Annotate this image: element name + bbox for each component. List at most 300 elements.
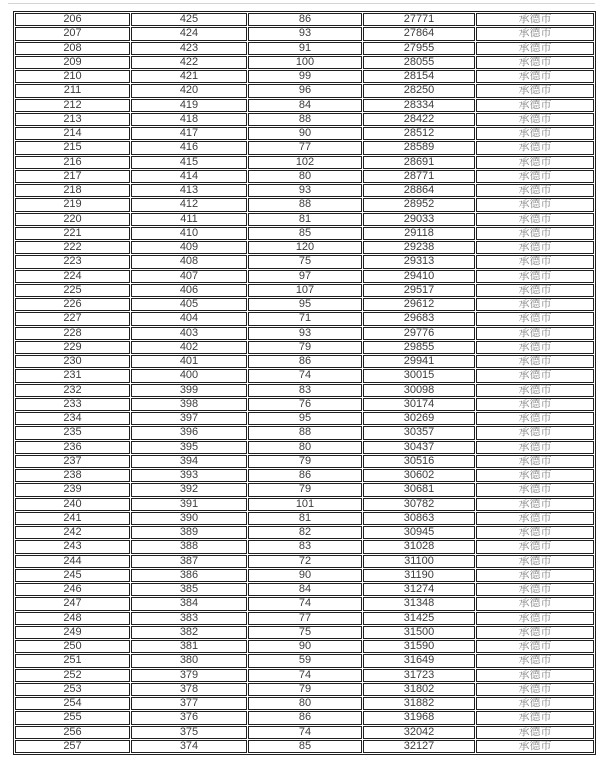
cumulative-cell: 29118 xyxy=(363,227,475,240)
score-cell: 423 xyxy=(131,42,247,55)
sequence-cell: 208 xyxy=(15,42,130,55)
count-cell: 120 xyxy=(248,241,362,254)
table-row xyxy=(15,426,594,439)
count-cell: 79 xyxy=(248,483,362,496)
cumulative-cell: 29517 xyxy=(363,284,475,297)
score-cell: 381 xyxy=(131,640,247,653)
count-cell: 107 xyxy=(248,284,362,297)
cumulative-cell: 31425 xyxy=(363,612,475,625)
city-cell: 承德市 xyxy=(476,398,594,411)
sequence-cell: 218 xyxy=(15,184,130,197)
city-cell: 承德市 xyxy=(476,13,594,26)
table-row xyxy=(15,697,594,710)
score-cell: 425 xyxy=(131,13,247,26)
table-row xyxy=(15,341,594,354)
cumulative-cell: 31028 xyxy=(363,540,475,553)
sequence-cell: 224 xyxy=(15,270,130,283)
cumulative-cell: 30681 xyxy=(363,483,475,496)
table-row xyxy=(15,455,594,468)
score-cell: 411 xyxy=(131,213,247,226)
table-row xyxy=(15,669,594,682)
city-cell: 承德市 xyxy=(476,27,594,40)
table-row xyxy=(15,555,594,568)
table-row xyxy=(15,42,594,55)
count-cell: 102 xyxy=(248,156,362,169)
score-cell: 401 xyxy=(131,355,247,368)
cumulative-cell: 28512 xyxy=(363,127,475,140)
city-cell: 承德市 xyxy=(476,113,594,126)
cumulative-cell: 30098 xyxy=(363,384,475,397)
sequence-cell: 231 xyxy=(15,369,130,382)
cumulative-cell: 28589 xyxy=(363,141,475,154)
table-row xyxy=(15,198,594,211)
sequence-cell: 207 xyxy=(15,27,130,40)
sequence-cell: 213 xyxy=(15,113,130,126)
score-cell: 379 xyxy=(131,669,247,682)
count-cell: 79 xyxy=(248,455,362,468)
count-cell: 83 xyxy=(248,384,362,397)
sequence-cell: 221 xyxy=(15,227,130,240)
count-cell: 59 xyxy=(248,654,362,667)
count-cell: 74 xyxy=(248,726,362,739)
city-cell: 承德市 xyxy=(476,156,594,169)
score-cell: 390 xyxy=(131,512,247,525)
table-row xyxy=(15,156,594,169)
cumulative-cell: 30945 xyxy=(363,526,475,539)
table-row xyxy=(15,441,594,454)
score-cell: 415 xyxy=(131,156,247,169)
city-cell: 承德市 xyxy=(476,369,594,382)
city-cell: 承德市 xyxy=(476,355,594,368)
cumulative-cell: 32042 xyxy=(363,726,475,739)
sequence-cell: 253 xyxy=(15,683,130,696)
count-cell: 86 xyxy=(248,13,362,26)
table-row xyxy=(15,241,594,254)
city-cell: 承德市 xyxy=(476,384,594,397)
table-row xyxy=(15,597,594,610)
cumulative-cell: 28422 xyxy=(363,113,475,126)
sequence-cell: 249 xyxy=(15,626,130,639)
cumulative-cell: 28691 xyxy=(363,156,475,169)
city-cell: 承德市 xyxy=(476,583,594,596)
table-row xyxy=(15,327,594,340)
cumulative-cell: 29941 xyxy=(363,355,475,368)
table-row xyxy=(15,99,594,112)
city-cell: 承德市 xyxy=(476,426,594,439)
score-cell: 384 xyxy=(131,597,247,610)
city-cell: 承德市 xyxy=(476,597,594,610)
city-cell: 承德市 xyxy=(476,569,594,582)
sequence-cell: 247 xyxy=(15,597,130,610)
table-row xyxy=(15,540,594,553)
table-row xyxy=(15,512,594,525)
table-row xyxy=(15,726,594,739)
city-cell: 承德市 xyxy=(476,683,594,696)
sequence-cell: 229 xyxy=(15,341,130,354)
sequence-cell: 217 xyxy=(15,170,130,183)
score-cell: 393 xyxy=(131,469,247,482)
score-cell: 395 xyxy=(131,441,247,454)
sequence-cell: 245 xyxy=(15,569,130,582)
sequence-cell: 242 xyxy=(15,526,130,539)
score-cell: 389 xyxy=(131,526,247,539)
count-cell: 91 xyxy=(248,42,362,55)
sequence-cell: 256 xyxy=(15,726,130,739)
city-cell: 承德市 xyxy=(476,469,594,482)
city-cell: 承德市 xyxy=(476,640,594,653)
city-cell: 承德市 xyxy=(476,711,594,724)
page-edge-line xyxy=(8,3,595,4)
score-cell: 377 xyxy=(131,697,247,710)
score-cell: 385 xyxy=(131,583,247,596)
score-distribution-table xyxy=(13,11,596,755)
table-row xyxy=(15,127,594,140)
city-cell: 承德市 xyxy=(476,213,594,226)
table-row xyxy=(15,141,594,154)
sequence-cell: 230 xyxy=(15,355,130,368)
city-cell: 承德市 xyxy=(476,84,594,97)
score-cell: 394 xyxy=(131,455,247,468)
score-cell: 420 xyxy=(131,84,247,97)
count-cell: 80 xyxy=(248,697,362,710)
count-cell: 90 xyxy=(248,127,362,140)
table-body xyxy=(15,13,594,753)
sequence-cell: 240 xyxy=(15,498,130,511)
sequence-cell: 235 xyxy=(15,426,130,439)
count-cell: 93 xyxy=(248,27,362,40)
city-cell: 承德市 xyxy=(476,99,594,112)
cumulative-cell: 29238 xyxy=(363,241,475,254)
score-cell: 399 xyxy=(131,384,247,397)
count-cell: 85 xyxy=(248,227,362,240)
sequence-cell: 250 xyxy=(15,640,130,653)
sequence-cell: 209 xyxy=(15,56,130,69)
count-cell: 101 xyxy=(248,498,362,511)
count-cell: 82 xyxy=(248,526,362,539)
table-row xyxy=(15,255,594,268)
cumulative-cell: 31723 xyxy=(363,669,475,682)
cumulative-cell: 29855 xyxy=(363,341,475,354)
cumulative-cell: 31274 xyxy=(363,583,475,596)
sequence-cell: 227 xyxy=(15,312,130,325)
count-cell: 75 xyxy=(248,255,362,268)
cumulative-cell: 31100 xyxy=(363,555,475,568)
count-cell: 75 xyxy=(248,626,362,639)
sequence-cell: 232 xyxy=(15,384,130,397)
count-cell: 77 xyxy=(248,141,362,154)
sequence-cell: 222 xyxy=(15,241,130,254)
count-cell: 85 xyxy=(248,740,362,753)
score-cell: 416 xyxy=(131,141,247,154)
table-row xyxy=(15,412,594,425)
sequence-cell: 223 xyxy=(15,255,130,268)
city-cell: 承德市 xyxy=(476,255,594,268)
cumulative-cell: 27771 xyxy=(363,13,475,26)
cumulative-cell: 30015 xyxy=(363,369,475,382)
score-cell: 407 xyxy=(131,270,247,283)
city-cell: 承德市 xyxy=(476,540,594,553)
score-cell: 392 xyxy=(131,483,247,496)
table-row xyxy=(15,398,594,411)
count-cell: 74 xyxy=(248,597,362,610)
score-cell: 419 xyxy=(131,99,247,112)
city-cell: 承德市 xyxy=(476,341,594,354)
cumulative-cell: 31968 xyxy=(363,711,475,724)
count-cell: 81 xyxy=(248,213,362,226)
table-row xyxy=(15,626,594,639)
count-cell: 96 xyxy=(248,84,362,97)
city-cell: 承德市 xyxy=(476,227,594,240)
table-row xyxy=(15,84,594,97)
score-cell: 405 xyxy=(131,298,247,311)
sequence-cell: 243 xyxy=(15,540,130,553)
city-cell: 承德市 xyxy=(476,198,594,211)
cumulative-cell: 29313 xyxy=(363,255,475,268)
cumulative-cell: 30516 xyxy=(363,455,475,468)
sequence-cell: 257 xyxy=(15,740,130,753)
cumulative-cell: 27864 xyxy=(363,27,475,40)
cumulative-cell: 30357 xyxy=(363,426,475,439)
city-cell: 承德市 xyxy=(476,612,594,625)
table-row xyxy=(15,113,594,126)
table-row xyxy=(15,298,594,311)
count-cell: 95 xyxy=(248,412,362,425)
city-cell: 承德市 xyxy=(476,412,594,425)
cumulative-cell: 30602 xyxy=(363,469,475,482)
city-cell: 承德市 xyxy=(476,298,594,311)
sequence-cell: 206 xyxy=(15,13,130,26)
count-cell: 95 xyxy=(248,298,362,311)
score-cell: 391 xyxy=(131,498,247,511)
score-cell: 412 xyxy=(131,198,247,211)
table-row xyxy=(15,369,594,382)
table-row xyxy=(15,270,594,283)
table-row xyxy=(15,355,594,368)
sequence-cell: 225 xyxy=(15,284,130,297)
sequence-cell: 210 xyxy=(15,70,130,83)
table-row xyxy=(15,654,594,667)
city-cell: 承德市 xyxy=(476,697,594,710)
score-cell: 375 xyxy=(131,726,247,739)
cumulative-cell: 28864 xyxy=(363,184,475,197)
table-row xyxy=(15,583,594,596)
city-cell: 承德市 xyxy=(476,526,594,539)
city-cell: 承德市 xyxy=(476,141,594,154)
cumulative-cell: 30863 xyxy=(363,512,475,525)
count-cell: 93 xyxy=(248,184,362,197)
city-cell: 承德市 xyxy=(476,56,594,69)
city-cell: 承德市 xyxy=(476,669,594,682)
count-cell: 84 xyxy=(248,99,362,112)
sequence-cell: 226 xyxy=(15,298,130,311)
sequence-cell: 228 xyxy=(15,327,130,340)
sequence-cell: 215 xyxy=(15,141,130,154)
score-cell: 378 xyxy=(131,683,247,696)
table-row xyxy=(15,740,594,753)
sequence-cell: 220 xyxy=(15,213,130,226)
count-cell: 84 xyxy=(248,583,362,596)
sequence-cell: 254 xyxy=(15,697,130,710)
count-cell: 80 xyxy=(248,170,362,183)
table-row xyxy=(15,13,594,26)
cumulative-cell: 28771 xyxy=(363,170,475,183)
sequence-cell: 219 xyxy=(15,198,130,211)
cumulative-cell: 29776 xyxy=(363,327,475,340)
table-row xyxy=(15,213,594,226)
count-cell: 71 xyxy=(248,312,362,325)
table-row xyxy=(15,56,594,69)
cumulative-cell: 31190 xyxy=(363,569,475,582)
city-cell: 承德市 xyxy=(476,555,594,568)
count-cell: 90 xyxy=(248,640,362,653)
table-row xyxy=(15,70,594,83)
score-cell: 409 xyxy=(131,241,247,254)
count-cell: 79 xyxy=(248,341,362,354)
table-row xyxy=(15,526,594,539)
cumulative-cell: 28154 xyxy=(363,70,475,83)
sequence-cell: 241 xyxy=(15,512,130,525)
sequence-cell: 239 xyxy=(15,483,130,496)
count-cell: 86 xyxy=(248,355,362,368)
city-cell: 承德市 xyxy=(476,726,594,739)
sequence-cell: 252 xyxy=(15,669,130,682)
city-cell: 承德市 xyxy=(476,512,594,525)
table-row xyxy=(15,27,594,40)
score-cell: 424 xyxy=(131,27,247,40)
cumulative-cell: 31802 xyxy=(363,683,475,696)
table-row xyxy=(15,612,594,625)
sequence-cell: 238 xyxy=(15,469,130,482)
score-cell: 380 xyxy=(131,654,247,667)
city-cell: 承德市 xyxy=(476,184,594,197)
score-cell: 383 xyxy=(131,612,247,625)
cumulative-cell: 31348 xyxy=(363,597,475,610)
score-cell: 414 xyxy=(131,170,247,183)
count-cell: 72 xyxy=(248,555,362,568)
count-cell: 76 xyxy=(248,398,362,411)
sequence-cell: 233 xyxy=(15,398,130,411)
count-cell: 88 xyxy=(248,426,362,439)
sequence-cell: 214 xyxy=(15,127,130,140)
cumulative-cell: 28334 xyxy=(363,99,475,112)
cumulative-cell: 31500 xyxy=(363,626,475,639)
count-cell: 90 xyxy=(248,569,362,582)
cumulative-cell: 29612 xyxy=(363,298,475,311)
table-row xyxy=(15,227,594,240)
sequence-cell: 255 xyxy=(15,711,130,724)
count-cell: 88 xyxy=(248,198,362,211)
city-cell: 承德市 xyxy=(476,455,594,468)
cumulative-cell: 30782 xyxy=(363,498,475,511)
cumulative-cell: 28250 xyxy=(363,84,475,97)
sequence-cell: 236 xyxy=(15,441,130,454)
cumulative-cell: 31649 xyxy=(363,654,475,667)
sequence-cell: 237 xyxy=(15,455,130,468)
city-cell: 承德市 xyxy=(476,127,594,140)
sequence-cell: 251 xyxy=(15,654,130,667)
count-cell: 86 xyxy=(248,469,362,482)
count-cell: 97 xyxy=(248,270,362,283)
city-cell: 承德市 xyxy=(476,241,594,254)
count-cell: 80 xyxy=(248,441,362,454)
score-cell: 418 xyxy=(131,113,247,126)
city-cell: 承德市 xyxy=(476,284,594,297)
sequence-cell: 244 xyxy=(15,555,130,568)
cumulative-cell: 30269 xyxy=(363,412,475,425)
score-cell: 410 xyxy=(131,227,247,240)
count-cell: 100 xyxy=(248,56,362,69)
table-row xyxy=(15,384,594,397)
table-row xyxy=(15,170,594,183)
sequence-cell: 234 xyxy=(15,412,130,425)
table-row xyxy=(15,640,594,653)
cumulative-cell: 30174 xyxy=(363,398,475,411)
cumulative-cell: 27955 xyxy=(363,42,475,55)
count-cell: 74 xyxy=(248,369,362,382)
sequence-cell: 211 xyxy=(15,84,130,97)
count-cell: 99 xyxy=(248,70,362,83)
cumulative-cell: 30437 xyxy=(363,441,475,454)
count-cell: 74 xyxy=(248,669,362,682)
sequence-cell: 246 xyxy=(15,583,130,596)
city-cell: 承德市 xyxy=(476,42,594,55)
city-cell: 承德市 xyxy=(476,170,594,183)
count-cell: 77 xyxy=(248,612,362,625)
score-cell: 376 xyxy=(131,711,247,724)
city-cell: 承德市 xyxy=(476,654,594,667)
table-row xyxy=(15,569,594,582)
city-cell: 承德市 xyxy=(476,441,594,454)
score-cell: 374 xyxy=(131,740,247,753)
score-cell: 404 xyxy=(131,312,247,325)
table-row xyxy=(15,184,594,197)
table-row xyxy=(15,469,594,482)
table-row xyxy=(15,683,594,696)
count-cell: 83 xyxy=(248,540,362,553)
city-cell: 承德市 xyxy=(476,740,594,753)
score-cell: 396 xyxy=(131,426,247,439)
score-cell: 402 xyxy=(131,341,247,354)
score-cell: 413 xyxy=(131,184,247,197)
cumulative-cell: 32127 xyxy=(363,740,475,753)
table-row xyxy=(15,483,594,496)
cumulative-cell: 28055 xyxy=(363,56,475,69)
cumulative-cell: 28952 xyxy=(363,198,475,211)
score-cell: 387 xyxy=(131,555,247,568)
city-cell: 承德市 xyxy=(476,270,594,283)
sequence-cell: 248 xyxy=(15,612,130,625)
cumulative-cell: 29683 xyxy=(363,312,475,325)
cumulative-cell: 29033 xyxy=(363,213,475,226)
city-cell: 承德市 xyxy=(476,626,594,639)
city-cell: 承德市 xyxy=(476,498,594,511)
cumulative-cell: 31590 xyxy=(363,640,475,653)
score-cell: 408 xyxy=(131,255,247,268)
score-cell: 397 xyxy=(131,412,247,425)
score-cell: 400 xyxy=(131,369,247,382)
sequence-cell: 212 xyxy=(15,99,130,112)
count-cell: 81 xyxy=(248,512,362,525)
sequence-cell: 216 xyxy=(15,156,130,169)
score-cell: 386 xyxy=(131,569,247,582)
table-row xyxy=(15,711,594,724)
city-cell: 承德市 xyxy=(476,483,594,496)
table-row xyxy=(15,498,594,511)
score-cell: 422 xyxy=(131,56,247,69)
table-row xyxy=(15,312,594,325)
score-cell: 417 xyxy=(131,127,247,140)
score-cell: 382 xyxy=(131,626,247,639)
